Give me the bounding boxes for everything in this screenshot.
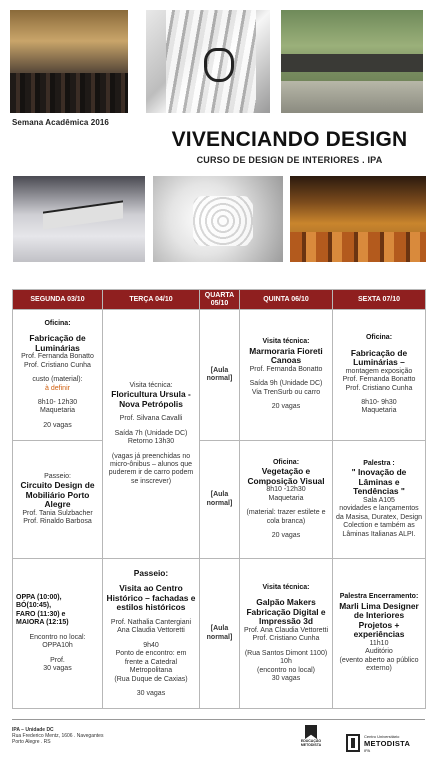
cell-departure: Saída 9h (Unidade DC) — [249, 380, 323, 388]
metodista-logo-icon — [346, 734, 360, 752]
cell-title: Visita ao Centro Histórico – fachadas e estilos históricos — [106, 583, 196, 613]
page-subtitle: CURSO DE DESIGN DE INTERIORES . IPA — [196, 155, 383, 165]
logo-text: EDUCAÇÃO — [300, 739, 322, 743]
schedule-cell — [103, 310, 200, 559]
schedule-cell: [Aula normal] — [200, 441, 240, 559]
cell-heading: Visita técnica: — [262, 338, 310, 346]
cell-heading: Oficina: — [44, 319, 71, 327]
cell-heading: Oficina: — [365, 334, 393, 342]
cell-vacancies: 30 vagas — [271, 674, 301, 682]
footer-divider — [12, 719, 425, 720]
cell-vacancies: 30 vagas — [136, 689, 166, 697]
photo-furniture-showroom — [290, 176, 426, 262]
cell-time: 8h10- 12h30 — [37, 399, 78, 406]
cell-prof: Ana Claudia Vettoretti — [117, 627, 185, 635]
cell-title: Circuito Design de Mobiliário Porto Alegre — [20, 479, 95, 510]
cell-departure: Saída 7h (Unidade DC) — [114, 429, 188, 437]
cell-prof: Prof. Cristiano Cunha — [345, 384, 413, 392]
cell-title: Galpão Makers Fabricação Digital e Impressão 3d — [246, 597, 326, 627]
cell-cost-value: à definir — [45, 384, 70, 392]
cell-prof: Prof. Fernanda Bonatto — [342, 376, 416, 384]
day-header: SEXTA 07/10 — [333, 290, 426, 310]
schedule-row — [13, 441, 426, 559]
cell-heading: Oficina: — [272, 458, 300, 466]
cell-prof: Prof. — [50, 656, 65, 664]
cell-prof: Prof. Rinaldo Barbosa — [23, 518, 92, 526]
cell-vacancies: 20 vagas — [271, 531, 301, 539]
cell-title: Vegetação e Composição Visual — [247, 466, 325, 486]
cell-prof: Prof. Silvana Cavalli — [119, 415, 183, 423]
cell-prof: Prof. Nathalia Cantergiani — [110, 619, 192, 627]
day-header: SEGUNDA 03/10 — [13, 290, 103, 310]
cell-note: (evento aberto ao público externo) — [339, 656, 419, 673]
cell-place: Maquetaria — [268, 494, 304, 502]
schedule-cell — [13, 310, 103, 441]
schedule-cell — [333, 559, 426, 709]
cell-prof: Prof. Cristiano Cunha — [24, 361, 91, 369]
event-tag: Semana Acadêmica 2016 — [12, 118, 109, 127]
photo-installation — [153, 176, 283, 262]
schedule-row — [13, 559, 426, 709]
logo-text: Centro Universitário — [364, 734, 400, 739]
cell-place: Maquetaria — [361, 407, 397, 415]
schedule-cell — [240, 441, 333, 559]
cell-note: (encontro no local) — [257, 666, 315, 674]
cell-meet-place: OPPA10h — [42, 642, 73, 650]
footer-org: IPA – Unidade DC — [12, 727, 54, 733]
schedule-row — [13, 310, 426, 441]
cell-heading: Palestra Encerramento: — [339, 593, 419, 601]
day-header: QUINTA 06/10 — [240, 290, 333, 310]
schedule-header-row — [13, 290, 426, 310]
cell-time: 10h — [280, 658, 292, 666]
photo-exhibition-hall — [13, 176, 145, 262]
footer-address — [12, 727, 103, 746]
page-title: VIVENCIANDO DESIGN — [171, 128, 408, 151]
cell-subtitle: montagem exposição — [345, 367, 413, 375]
cell-place: Maquetaria — [39, 407, 76, 415]
cell-prof: Prof. Cristiano Cunha — [252, 635, 320, 643]
schedule-cell — [333, 441, 426, 559]
photo-auditorium — [10, 10, 128, 113]
cell-meet-label: Encontro no local: — [29, 633, 86, 641]
schedule-cell — [240, 559, 333, 709]
cell-stop: MAIORA (12:15) — [16, 619, 69, 627]
cell-title: " Inovação de Lâminas e Tendências " — [351, 467, 407, 497]
cell-meeting: Ponto de encontro: em frente a Catedral Metropolitana — [115, 650, 187, 675]
cell-note: (material: trazer estilete e cola branca) — [246, 509, 326, 525]
educacao-logo-icon — [305, 725, 317, 739]
cell-return: Retorno 13h30 — [127, 438, 175, 446]
cell-vacancies: 20 vagas — [271, 403, 301, 411]
cell-title: Marmoraria Fioreti Canoas — [249, 345, 323, 366]
logo-text: IPA — [364, 748, 371, 753]
cell-time: 8h10 -12h30 — [266, 486, 306, 494]
cell-address: (Rua Santos Dimont 1100) — [244, 649, 328, 657]
cell-transport: Via TrenSurb ou carro — [251, 388, 321, 396]
schedule-cell: [Aula normal] — [200, 310, 240, 441]
cell-description: novidades e lançamentos da Masisa, Duratex, Design Colection e também as Lâminas Italianas ALPI. — [336, 505, 422, 538]
cell-stop: BÓ(10:45), — [16, 602, 52, 610]
cell-time: 8h10- 9h30 — [361, 399, 397, 406]
day-header: QUARTA 05/10 — [200, 290, 240, 310]
schedule-cell — [333, 310, 426, 441]
cell-street: (Rua Duque de Caxias) — [114, 675, 188, 683]
cell-prof: Prof. Tania Sulzbacher — [22, 509, 93, 517]
metodista-ipa-logo — [346, 734, 426, 756]
cell-title: Fabricação de Luminárias – — [350, 347, 408, 368]
cell-vacancies: 30 vagas — [43, 665, 72, 673]
cell-title: Fabricação de Luminárias — [29, 333, 86, 353]
footer-address-line: Porto Alegre . RS — [12, 739, 51, 746]
cell-prof: Prof. Fernanda Bonatto — [21, 353, 94, 361]
cell-prof: Prof. Ana Claudia Vettoretti — [243, 626, 329, 634]
cell-title: Floricultura Ursula - Nova Petrópolis — [111, 389, 191, 409]
photo-outdoor-walkway — [281, 10, 423, 113]
cell-stop: OPPA (10:00), — [16, 593, 62, 601]
logo-text: METODISTA — [364, 739, 411, 748]
schedule-table — [12, 289, 426, 709]
footer-address-line: Rua Frederico Mentz, 1606 . Navegantes — [12, 733, 104, 740]
schedule-cell — [13, 441, 103, 559]
cell-heading: Visita técnica: — [129, 381, 173, 389]
cell-room: Sala A105 — [363, 497, 395, 505]
educacao-metodista-logo — [300, 725, 322, 747]
cell-place: Auditório — [365, 648, 393, 656]
cell-heading: Visita técnica: — [262, 583, 310, 591]
cell-prof: Prof. Fernanda Bonatto — [249, 365, 323, 373]
logo-text: METODISTA — [300, 743, 322, 747]
cell-time: 11h10 — [369, 640, 389, 648]
cell-title: Marli Lima Designer de Interiores Projetos + experiências — [339, 600, 419, 640]
cell-stop: FARO (11:30) e — [16, 610, 66, 618]
cell-vacancies: 20 vagas — [43, 421, 72, 429]
cell-heading: Passeio: — [44, 472, 71, 480]
photo-sculpture — [146, 10, 270, 113]
cell-cost-label: custo (material): — [32, 376, 83, 384]
cell-time: 9h40 — [143, 641, 159, 649]
schedule-cell: [Aula normal] — [200, 559, 240, 709]
schedule-cell — [103, 559, 200, 709]
cell-heading: Passeio: — [133, 567, 169, 578]
day-header: TERÇA 04/10 — [103, 290, 200, 310]
cell-heading: Palestra : — [363, 459, 395, 467]
schedule-cell — [240, 310, 333, 441]
cell-note: (vagas já preenchidas no micro-ônibus – alunos que puderem ir de carro podem se inscrever) — [108, 452, 194, 485]
schedule-cell — [13, 559, 103, 709]
